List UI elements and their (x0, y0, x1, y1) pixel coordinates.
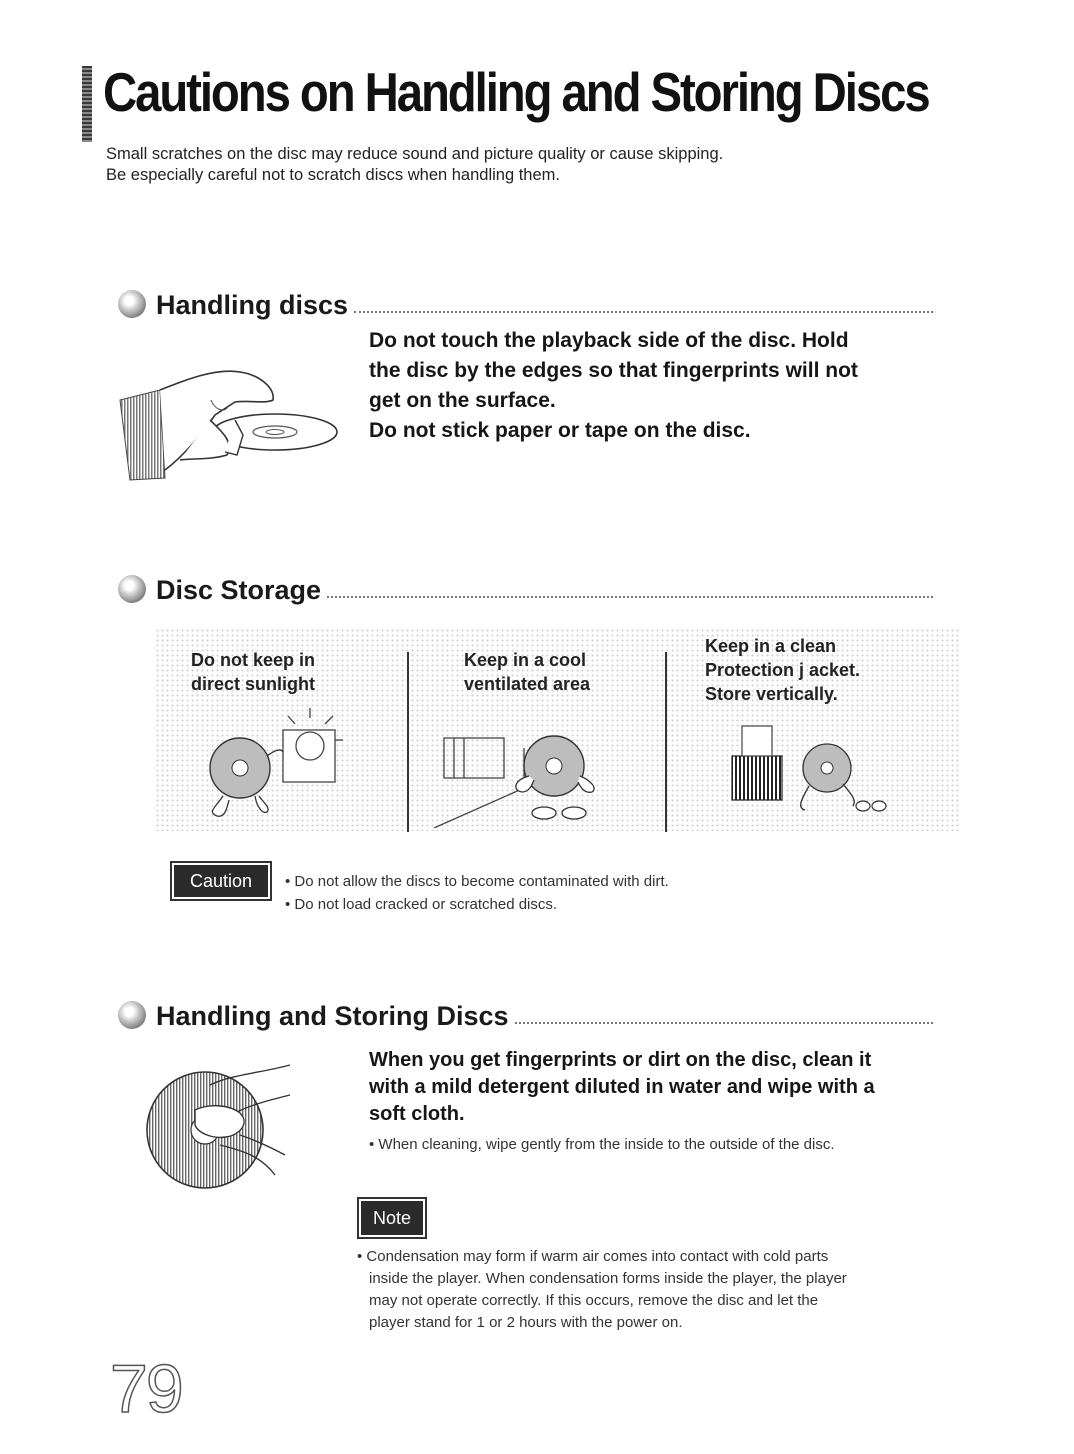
storage-label-line: Do not keep in (191, 650, 316, 670)
intro-text (106, 144, 723, 186)
storage-label-line: Keep in a clean (705, 636, 837, 656)
note-line: • Condensation may form if warm air comes into contact with cold parts (357, 1248, 829, 1265)
cleaning-instructions (369, 1047, 949, 1128)
caution-badge-label: Caution (174, 865, 268, 897)
intro-line: Small scratches on the disc may reduce sound and picture quality or cause skipping. (106, 145, 724, 163)
section-title: Handling and Storing Discs (156, 1001, 509, 1031)
storage-tip-clean-jacket (667, 628, 960, 831)
note-line: inside the player. When condensation forms inside the player, the player (369, 1270, 847, 1287)
disc-character-shelf-icon (727, 716, 897, 826)
instruction-line: with a mild detergent diluted in water and wipe with a (369, 1076, 875, 1098)
storage-label-line: direct sunlight (191, 674, 316, 694)
instruction-line: Do not stick paper or tape on the disc. (369, 419, 751, 442)
handling-instructions (369, 326, 949, 446)
caution-list (285, 870, 669, 916)
page-number: 79 (110, 1351, 182, 1427)
instruction-line: Do not touch the playback side of the disc. Hold (369, 329, 849, 352)
intro-line: Be especially careful not to scratch discs when handling them. (106, 166, 560, 184)
dotted-rule (327, 595, 933, 598)
disc-character-sun-icon (195, 708, 345, 823)
instruction-line: the disc by the edges so that fingerprints will not (369, 359, 858, 382)
storage-label-line: Keep in a cool (464, 650, 587, 670)
section-bullet-icon (118, 290, 146, 318)
storage-tip-sunlight (155, 628, 407, 831)
instruction-line: When you get fingerprints or dirt on the disc, clean it (369, 1049, 872, 1071)
note-text (357, 1246, 847, 1334)
caution-item: • Do not load cracked or scratched discs. (285, 896, 558, 913)
section-title: Disc Storage (156, 575, 322, 605)
dotted-rule (354, 310, 933, 313)
storage-label-line: Protection j acket. (705, 660, 861, 680)
note-badge (357, 1197, 427, 1239)
section-header-handling (118, 290, 933, 321)
disc-cleaning-illustration (140, 1055, 300, 1190)
page-title: Cautions on Handling and Storing Discs (103, 61, 929, 123)
dotted-rule (515, 1021, 933, 1024)
disc-character-window-icon (434, 718, 624, 828)
section-title: Handling discs (156, 290, 349, 320)
caution-item: • Do not allow the discs to become contaminated with dirt. (285, 873, 669, 890)
hand-holding-disc-illustration (115, 360, 340, 485)
storage-label (705, 634, 860, 706)
section-bullet-icon (118, 575, 146, 603)
cleaning-tip: • When cleaning, wipe gently from the inside to the outside of the disc. (369, 1136, 835, 1153)
storage-label-line: ventilated area (464, 674, 591, 694)
storage-label (191, 648, 315, 696)
section-header-cleaning (118, 1001, 933, 1032)
section-header-storage (118, 575, 933, 606)
section-bullet-icon (118, 1001, 146, 1029)
title-accent-bar (82, 66, 92, 142)
caution-badge (170, 861, 272, 901)
note-line: player stand for 1 or 2 hours with the power on. (369, 1314, 683, 1331)
note-badge-label: Note (361, 1201, 423, 1235)
storage-label-line: Store vertically. (705, 684, 838, 704)
instruction-line: soft cloth. (369, 1103, 465, 1125)
storage-tip-cool-area (409, 628, 665, 831)
note-line: may not operate correctly. If this occurs, remove the disc and let the (369, 1292, 819, 1309)
instruction-line: get on the surface. (369, 389, 556, 412)
disc-storage-panel (155, 628, 960, 831)
storage-label (464, 648, 590, 696)
